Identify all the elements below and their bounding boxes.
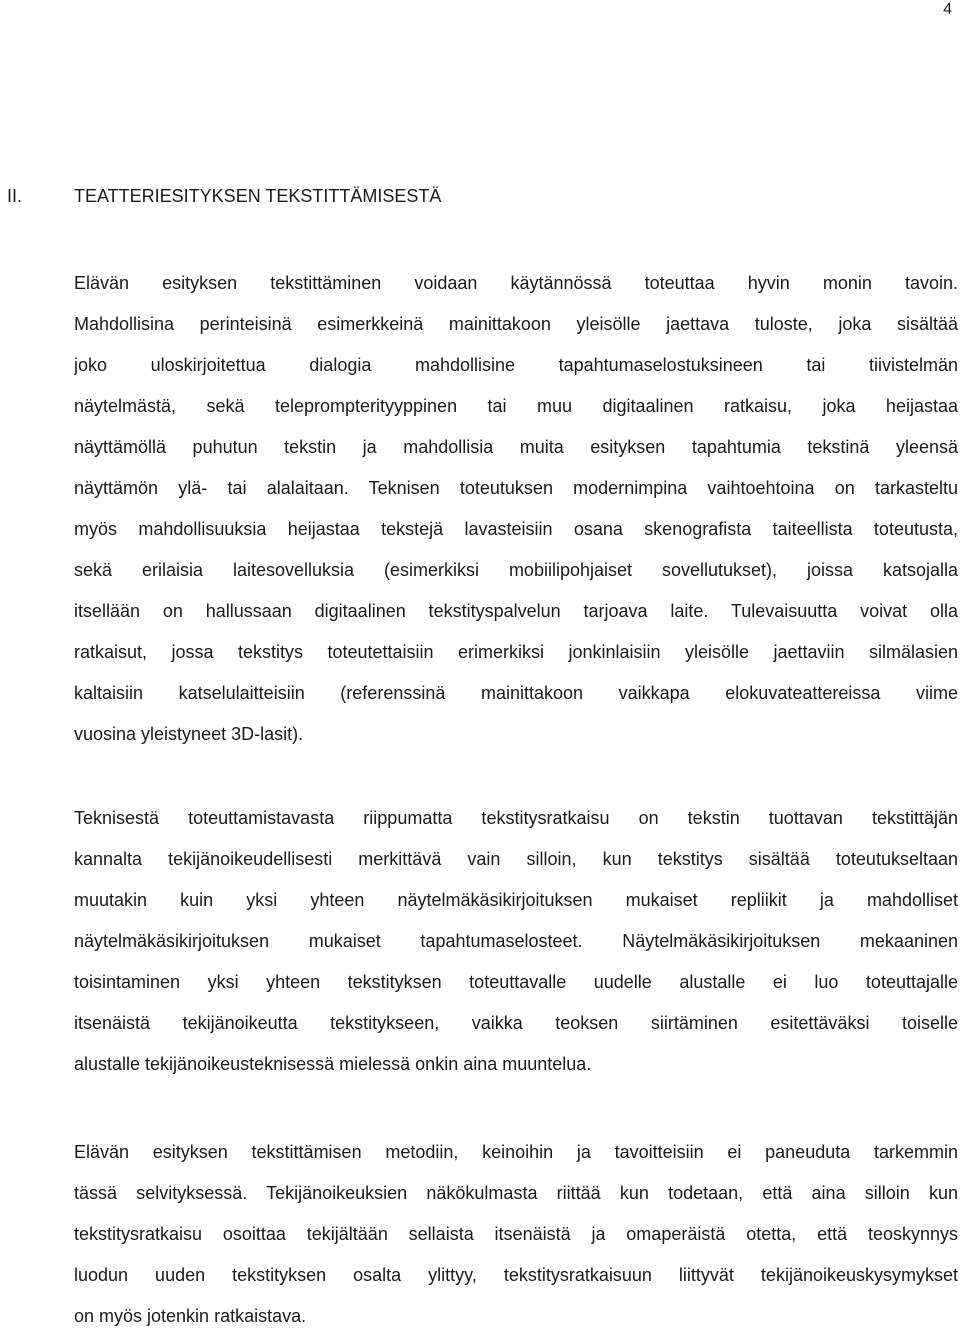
text-line: toisintaminen yksi yhteen tekstityksen toteuttavalle uudelle alustalle ei luo toteuttajalle	[74, 972, 958, 992]
text-line: on myös jotenkin ratkaistava.	[74, 1306, 307, 1326]
text-line: sekä erilaisia laitesovelluksia (esimerkiksi mobiilipohjaiset sovellutukset), joissa katsojalla	[74, 560, 958, 580]
text-line: näytelmästä, sekä teleprompterityyppinen tai muu digitaalinen ratkaisu, joka heijastaa	[74, 396, 958, 416]
text-line: näytelmäkäsikirjoituksen mukaiset tapahtumaselosteet. Näytelmäkäsikirjoituksen mekaaninen	[74, 931, 958, 951]
paragraph-1	[74, 263, 958, 755]
section-title: TEATTERIESITYKSEN TEKSTITTÄMISESTÄ	[74, 186, 442, 206]
text-line: myös mahdollisuuksia heijastaa tekstejä lavasteisiin osana skenografista taiteellista toteutusta,	[74, 519, 958, 539]
text-line: luodun uuden tekstityksen osalta ylittyy, tekstitysratkaisuun liittyvät tekijänoikeuskysymykset	[74, 1265, 958, 1285]
text-line: Elävän esityksen tekstittäminen voidaan käytännössä toteuttaa hyvin monin tavoin.	[74, 273, 958, 293]
page-number: 4	[943, 1, 952, 18]
text-line: ratkaisut, jossa tekstitys toteutettaisiin erimerkiksi jonkinlaisiin yleisölle jaettaviin silmälasien	[74, 642, 958, 662]
text-line: kannalta tekijänoikeudellisesti merkittävä vain silloin, kun tekstitys sisältää toteutukseltaan	[74, 849, 958, 869]
text-line: alustalle tekijänoikeusteknisessä mielessä onkin aina muuntelua.	[74, 1054, 592, 1074]
section-number: II.	[7, 186, 23, 206]
text-line: Elävän esityksen tekstittämisen metodiin, keinoihin ja tavoitteisiin ei paneuduta tarkemmin	[74, 1142, 958, 1162]
text-line: muutakin kuin yksi yhteen näytelmäkäsikirjoituksen mukaiset repliikit ja mahdolliset	[74, 890, 958, 910]
text-line: joko uloskirjoitettua dialogia mahdollisine tapahtumaselostuksineen tai tiivistelmän	[74, 355, 958, 375]
text-line: näyttämöllä puhutun tekstin ja mahdollisia muita esityksen tapahtumia tekstinä yleensä	[74, 437, 958, 457]
text-line: näyttämön ylä- tai alalaitaan. Teknisen toteutuksen modernimpina vaihtoehtoina on tarkasteltu	[74, 478, 958, 498]
section-heading	[0, 183, 960, 209]
text-line: Mahdollisina perinteisinä esimerkkeinä mainittakoon yleisölle jaettava tuloste, joka sisältää	[74, 314, 958, 334]
text-line: kaltaisiin katselulaitteisiin (referenssinä mainittakoon vaikkapa elokuvateattereissa viime	[74, 683, 958, 703]
text-line: tässä selvityksessä. Tekijänoikeuksien näkökulmasta riittää kun todetaan, että aina silloin kun	[74, 1183, 958, 1203]
text-line: Teknisestä toteuttamistavasta riippumatta tekstitysratkaisu on tekstin tuottavan tekstittäjän	[74, 808, 958, 828]
text-line: itsenäistä tekijänoikeutta tekstitykseen, vaikka teoksen siirtäminen esitettäväksi toiselle	[74, 1013, 958, 1033]
paragraph-3	[74, 1132, 958, 1337]
text-line: tekstitysratkaisu osoittaa tekijältään sellaista itsenäistä ja omaperäistä otetta, että teoskynnys	[74, 1224, 958, 1244]
text-line: itsellään on hallussaan digitaalinen tekstityspalvelun tarjoava laite. Tulevaisuutta voivat olla	[74, 601, 958, 621]
text-line: vuosina yleistyneet 3D-lasit).	[74, 724, 304, 744]
paragraph-2	[74, 798, 958, 1085]
